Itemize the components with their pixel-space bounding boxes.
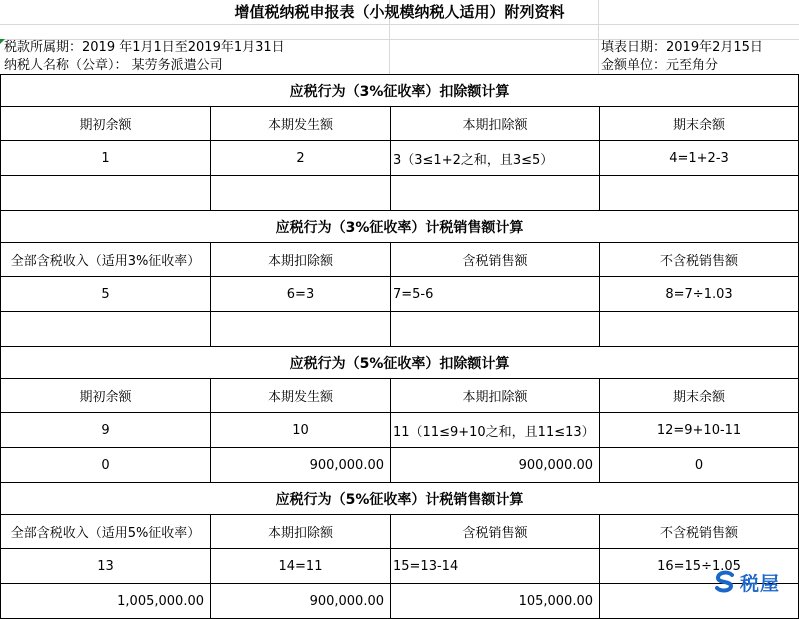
taxpayer-name: 纳税人名称（公章）： 某劳务派遣公司 [4,58,223,73]
deduction-table [0,74,798,619]
table-row [1,176,799,211]
column-header: 本期发生额 [211,107,391,141]
table-row [1,277,799,312]
column-header: 本期扣除额 [391,107,600,141]
table-row [1,379,799,413]
value-cell[interactable]: 0 [1,448,211,483]
s-logo-icon [713,570,737,594]
column-header: 全部含税收入（适用5%征收率） [1,515,211,549]
column-header: 含税销售额 [391,243,600,277]
formula-cell: 9 [1,413,211,448]
formula-cell: 11（11≤9+10之和，且11≤13） [391,413,600,448]
formula-cell: 14=11 [211,549,391,584]
formula-cell: 2 [211,141,391,176]
table-row [1,448,799,483]
table-row [1,141,799,176]
table-row [1,107,799,141]
value-cell[interactable]: 1,005,000.00 [1,584,211,619]
column-header: 本期扣除额 [211,515,391,549]
column-header: 期末余额 [600,107,799,141]
formula-cell: 6=3 [211,277,391,312]
amount-unit: 金额单位：元至角分 [601,58,719,73]
column-header: 本期发生额 [211,379,391,413]
table-row [1,243,799,277]
section-title: 应税行为（3%征收率）扣除额计算 [1,75,799,107]
section-title: 应税行为（5%征收率）计税销售额计算 [1,483,799,515]
value-cell[interactable] [211,312,391,347]
column-header: 本期扣除额 [391,379,600,413]
value-cell[interactable] [600,312,799,347]
formula-cell: 3（3≤1+2之和，且3≤5） [391,141,600,176]
tax-period: 税款所属期：2019 年1月1日至2019年1月31日 [4,40,285,55]
formula-cell: 5 [1,277,211,312]
formula-cell: 15=13-14 [391,549,600,584]
value-cell[interactable] [1,312,211,347]
value-cell[interactable]: 900,000.00 [211,448,391,483]
page-title: 增值税纳税申报表（小规模纳税人适用）附列资料 [234,3,565,21]
watermark-text: 税屋 [740,572,781,595]
formula-cell: 7=5-6 [391,277,600,312]
blank-row [0,24,799,40]
table-row [1,515,799,549]
value-cell[interactable] [391,312,600,347]
formula-cell: 16=15÷1.05 [600,549,799,584]
column-header: 期初余额 [1,379,211,413]
table-row [1,584,799,619]
value-cell[interactable] [211,176,391,211]
watermark-logo [713,567,795,597]
value-cell[interactable]: 105,000.00 [391,584,600,619]
value-cell[interactable]: 900,000.00 [391,448,600,483]
table-row [1,312,799,347]
value-cell[interactable] [391,176,600,211]
column-header: 本期扣除额 [211,243,391,277]
value-cell[interactable]: 900,000.00 [211,584,391,619]
formula-cell: 1 [1,141,211,176]
section-title: 应税行为（3%征收率）计税销售额计算 [1,211,799,243]
column-header: 不含税销售额 [600,515,799,549]
table-row [1,413,799,448]
column-header: 含税销售额 [391,515,600,549]
column-header: 期末余额 [600,379,799,413]
column-header: 全部含税收入（适用3%征收率） [1,243,211,277]
formula-cell: 10 [211,413,391,448]
value-cell[interactable] [600,176,799,211]
value-cell[interactable]: 0 [600,448,799,483]
formula-cell: 13 [1,549,211,584]
formula-cell: 12=9+10-11 [600,413,799,448]
formula-cell: 8=7÷1.03 [600,277,799,312]
column-header: 期初余额 [1,107,211,141]
column-header: 不含税销售额 [600,243,799,277]
table-row [1,549,799,584]
formula-cell: 4=1+2-3 [600,141,799,176]
value-cell[interactable] [1,176,211,211]
section-title: 应税行为（5%征收率）扣除额计算 [1,347,799,379]
fill-date: 填表日期：2019年2月15日 [601,40,763,55]
